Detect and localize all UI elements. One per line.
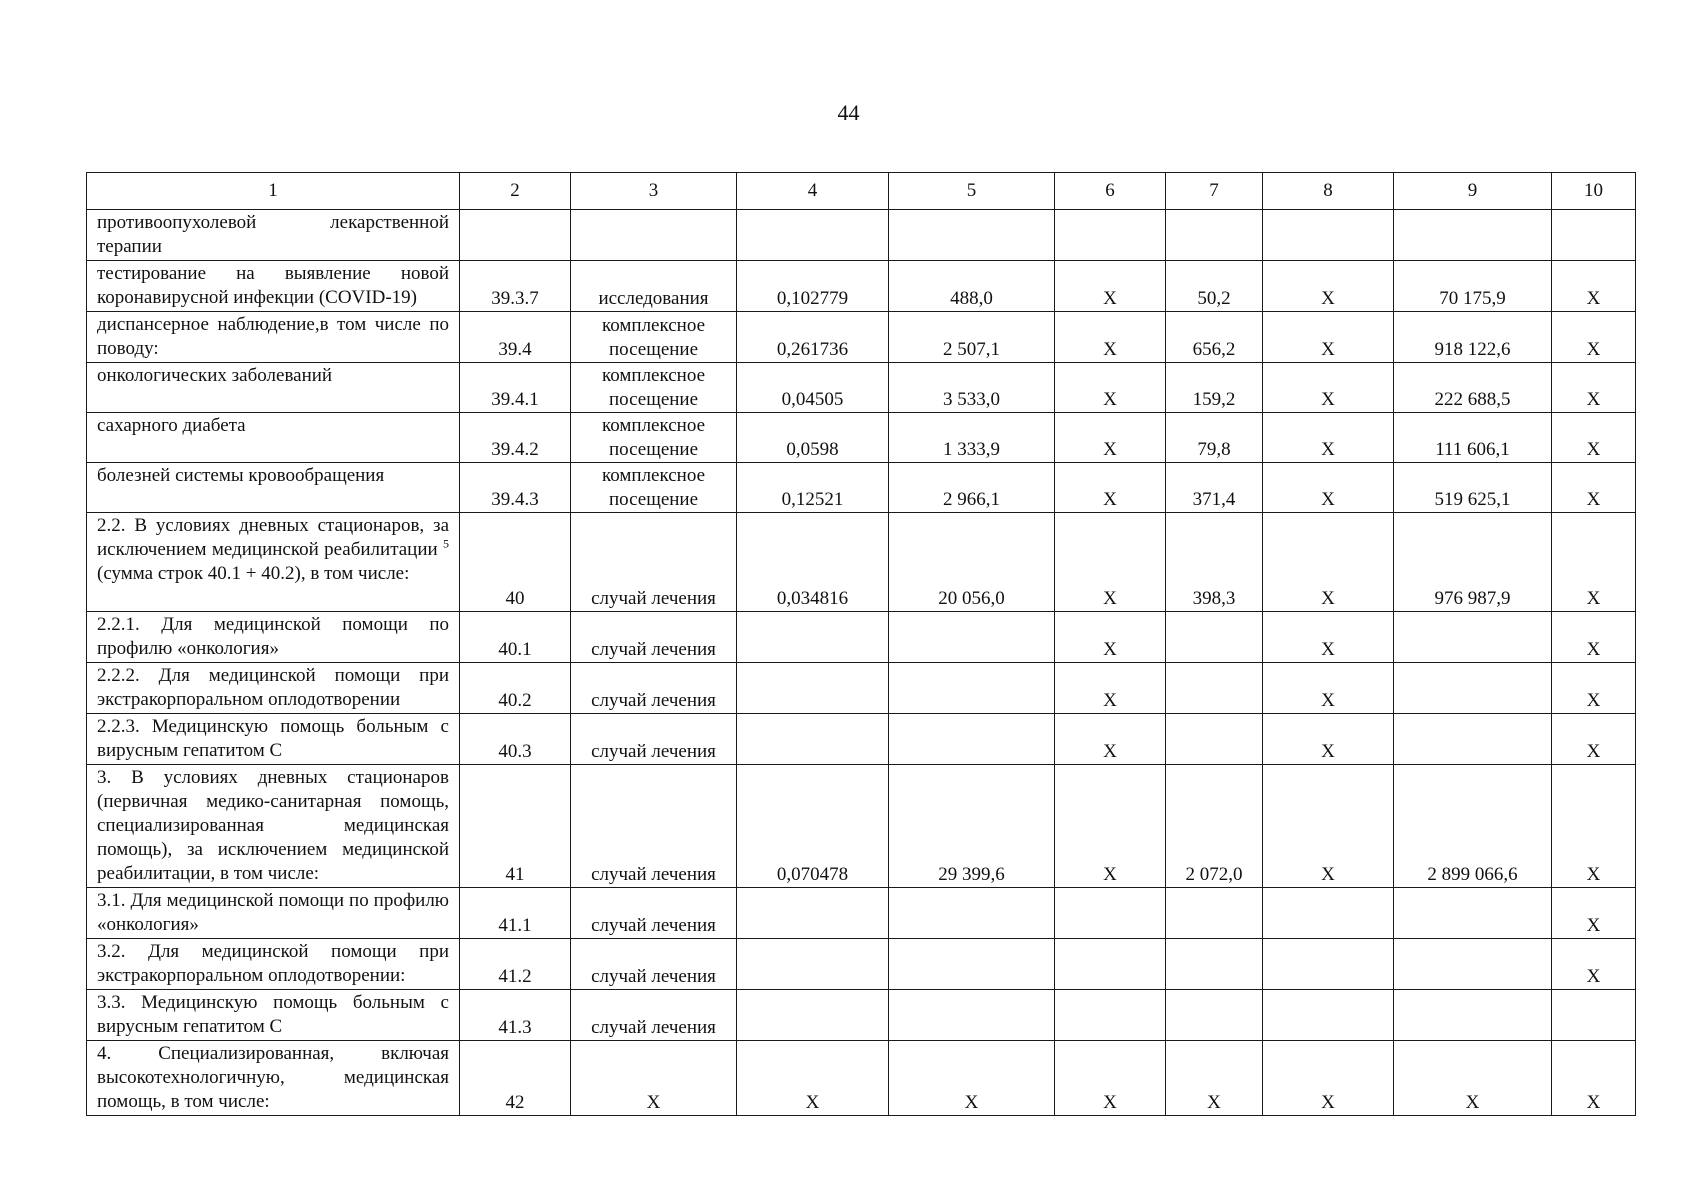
row-cell-8: Х bbox=[1263, 312, 1394, 363]
page-number: 44 bbox=[837, 100, 860, 125]
row-cell-7 bbox=[1166, 210, 1263, 261]
row-cell-8: Х bbox=[1263, 1041, 1394, 1116]
row-cell-4: 0,102779 bbox=[737, 261, 889, 312]
row-cell-4: 0,12521 bbox=[737, 463, 889, 513]
row-cell-8: Х bbox=[1263, 363, 1394, 413]
row-unit: случай лечения bbox=[571, 612, 737, 663]
header-cell-7: 7 bbox=[1166, 173, 1263, 210]
row-cell-6 bbox=[1055, 888, 1166, 939]
header-cell-4: 4 bbox=[737, 173, 889, 210]
row-cell-6: Х bbox=[1055, 663, 1166, 714]
row-unit: комплексное посещение bbox=[571, 413, 737, 463]
row-cell-4 bbox=[737, 714, 889, 765]
row-cell-6: Х bbox=[1055, 513, 1166, 612]
row-cell-9 bbox=[1394, 612, 1552, 663]
row-cell-7: 656,2 bbox=[1166, 312, 1263, 363]
row-cell-5 bbox=[889, 990, 1055, 1041]
row-cell-9: 976 987,9 bbox=[1394, 513, 1552, 612]
row-unit bbox=[571, 210, 737, 261]
row-name bbox=[87, 513, 460, 612]
row-cell-4 bbox=[737, 888, 889, 939]
row-cell-4: 0,04505 bbox=[737, 363, 889, 413]
row-name: 3. В условиях дневных стационаров (первичная медико-санитарная помощь, специализированная медицинская помощь), за исключением медицинской реабилитации, в том числе: bbox=[87, 765, 460, 888]
row-cell-4: 0,070478 bbox=[737, 765, 889, 888]
row-cell-6: Х bbox=[1055, 714, 1166, 765]
row-cell-5: 2 966,1 bbox=[889, 463, 1055, 513]
row-cell-6 bbox=[1055, 939, 1166, 990]
row-cell-8 bbox=[1263, 888, 1394, 939]
header-cell-3: 3 bbox=[571, 173, 737, 210]
row-cell-9: 519 625,1 bbox=[1394, 463, 1552, 513]
row-unit: случай лечения bbox=[571, 888, 737, 939]
row-name: болезней системы кровообращения bbox=[87, 463, 460, 513]
row-name: диспансерное наблюдение,в том числе по поводу: bbox=[87, 312, 460, 363]
table-row bbox=[87, 888, 1636, 939]
row-cell-8 bbox=[1263, 210, 1394, 261]
table-row bbox=[87, 210, 1636, 261]
row-name-text-cont: (сумма строк 40.1 + 40.2), в том числе: bbox=[97, 563, 410, 584]
row-cell-8: Х bbox=[1263, 261, 1394, 312]
table-row bbox=[87, 312, 1636, 363]
row-cell-7: 50,2 bbox=[1166, 261, 1263, 312]
row-name: онкологических заболеваний bbox=[87, 363, 460, 413]
table-row bbox=[87, 1041, 1636, 1116]
row-name: противоопухолевой лекарственной терапии bbox=[87, 210, 460, 261]
row-name: 3.1. Для медицинской помощи по профилю «онкология» bbox=[87, 888, 460, 939]
table-row bbox=[87, 463, 1636, 513]
table-row bbox=[87, 939, 1636, 990]
row-unit: Х bbox=[571, 1041, 737, 1116]
row-cell-7 bbox=[1166, 939, 1263, 990]
row-cell-7 bbox=[1166, 888, 1263, 939]
row-cell-8: Х bbox=[1263, 765, 1394, 888]
row-code: 40 bbox=[460, 513, 571, 612]
row-cell-4 bbox=[737, 612, 889, 663]
row-cell-5: 20 056,0 bbox=[889, 513, 1055, 612]
row-cell-10: Х bbox=[1552, 312, 1636, 363]
table-row bbox=[87, 513, 1636, 612]
row-cell-5 bbox=[889, 210, 1055, 261]
row-cell-9: 70 175,9 bbox=[1394, 261, 1552, 312]
row-cell-6: Х bbox=[1055, 612, 1166, 663]
table-row bbox=[87, 363, 1636, 413]
header-cell-1: 1 bbox=[87, 173, 460, 210]
table-row bbox=[87, 413, 1636, 463]
row-code: 40.1 bbox=[460, 612, 571, 663]
row-name-text: 2.2. В условиях дневных стационаров, за исключением медицинской реабилитации bbox=[97, 515, 449, 560]
row-code: 41.2 bbox=[460, 939, 571, 990]
row-unit: случай лечения bbox=[571, 765, 737, 888]
table-row bbox=[87, 765, 1636, 888]
header-cell-9: 9 bbox=[1394, 173, 1552, 210]
row-cell-5: Х bbox=[889, 1041, 1055, 1116]
row-code: 41.1 bbox=[460, 888, 571, 939]
row-cell-9 bbox=[1394, 714, 1552, 765]
header-cell-5: 5 bbox=[889, 173, 1055, 210]
header-cell-8: 8 bbox=[1263, 173, 1394, 210]
row-cell-10: Х bbox=[1552, 261, 1636, 312]
row-code: 41 bbox=[460, 765, 571, 888]
row-cell-8: Х bbox=[1263, 612, 1394, 663]
row-name: 2.2.2. Для медицинской помощи при экстракорпоральном оплодотворении bbox=[87, 663, 460, 714]
row-code: 40.3 bbox=[460, 714, 571, 765]
row-cell-9: 111 606,1 bbox=[1394, 413, 1552, 463]
row-cell-5 bbox=[889, 663, 1055, 714]
row-cell-6: Х bbox=[1055, 463, 1166, 513]
row-cell-7: Х bbox=[1166, 1041, 1263, 1116]
row-code: 39.4.2 bbox=[460, 413, 571, 463]
row-cell-9: 918 122,6 bbox=[1394, 312, 1552, 363]
row-cell-9 bbox=[1394, 990, 1552, 1041]
row-cell-7 bbox=[1166, 663, 1263, 714]
row-name: сахарного диабета bbox=[87, 413, 460, 463]
row-cell-8: Х bbox=[1263, 663, 1394, 714]
data-table bbox=[86, 172, 1636, 1116]
row-cell-7: 2 072,0 bbox=[1166, 765, 1263, 888]
header-cell-2: 2 bbox=[460, 173, 571, 210]
row-cell-8 bbox=[1263, 939, 1394, 990]
row-code: 40.2 bbox=[460, 663, 571, 714]
row-cell-9 bbox=[1394, 939, 1552, 990]
row-cell-10: Х bbox=[1552, 888, 1636, 939]
row-cell-10: Х bbox=[1552, 463, 1636, 513]
row-unit: случай лечения bbox=[571, 663, 737, 714]
row-unit: комплексное посещение bbox=[571, 363, 737, 413]
row-code: 42 bbox=[460, 1041, 571, 1116]
row-cell-4: 0,0598 bbox=[737, 413, 889, 463]
row-cell-8: Х bbox=[1263, 714, 1394, 765]
row-cell-10: Х bbox=[1552, 612, 1636, 663]
header-row bbox=[87, 173, 1636, 210]
row-name: 4. Специализированная, включая высокотехнологичную, медицинская помощь, в том числе: bbox=[87, 1041, 460, 1116]
row-cell-6 bbox=[1055, 990, 1166, 1041]
row-cell-10: Х bbox=[1552, 1041, 1636, 1116]
header-cell-10: 10 bbox=[1552, 173, 1636, 210]
row-name: тестирование на выявление новой коронавирусной инфекции (COVID-19) bbox=[87, 261, 460, 312]
row-cell-5 bbox=[889, 888, 1055, 939]
row-cell-4 bbox=[737, 990, 889, 1041]
row-cell-10: Х bbox=[1552, 939, 1636, 990]
row-unit: случай лечения bbox=[571, 990, 737, 1041]
row-unit: комплексное посещение bbox=[571, 312, 737, 363]
row-cell-7 bbox=[1166, 990, 1263, 1041]
row-cell-7 bbox=[1166, 612, 1263, 663]
row-cell-5 bbox=[889, 939, 1055, 990]
row-cell-9 bbox=[1394, 663, 1552, 714]
row-cell-7: 371,4 bbox=[1166, 463, 1263, 513]
row-cell-8: Х bbox=[1263, 513, 1394, 612]
row-cell-6: Х bbox=[1055, 363, 1166, 413]
row-cell-6: Х bbox=[1055, 1041, 1166, 1116]
row-code: 39.3.7 bbox=[460, 261, 571, 312]
row-cell-8: Х bbox=[1263, 463, 1394, 513]
row-cell-7: 398,3 bbox=[1166, 513, 1263, 612]
row-cell-10: Х bbox=[1552, 663, 1636, 714]
row-cell-7: 79,8 bbox=[1166, 413, 1263, 463]
row-cell-8 bbox=[1263, 990, 1394, 1041]
row-unit: исследования bbox=[571, 261, 737, 312]
row-code: 39.4 bbox=[460, 312, 571, 363]
row-cell-10: Х bbox=[1552, 513, 1636, 612]
row-cell-5: 29 399,6 bbox=[889, 765, 1055, 888]
row-name: 3.3. Медицинскую помощь больным с вирусным гепатитом С bbox=[87, 990, 460, 1041]
row-cell-4: Х bbox=[737, 1041, 889, 1116]
row-cell-10: Х bbox=[1552, 413, 1636, 463]
row-cell-6 bbox=[1055, 210, 1166, 261]
row-cell-6: Х bbox=[1055, 261, 1166, 312]
row-name: 2.2.3. Медицинскую помощь больным с вирусным гепатитом С bbox=[87, 714, 460, 765]
row-code: 39.4.3 bbox=[460, 463, 571, 513]
row-name: 3.2. Для медицинской помощи при экстракорпоральном оплодотворении: bbox=[87, 939, 460, 990]
row-cell-5 bbox=[889, 714, 1055, 765]
row-cell-6: Х bbox=[1055, 312, 1166, 363]
row-cell-10 bbox=[1552, 990, 1636, 1041]
row-cell-5: 3 533,0 bbox=[889, 363, 1055, 413]
row-cell-6: Х bbox=[1055, 765, 1166, 888]
row-unit: случай лечения bbox=[571, 939, 737, 990]
header-cell-6: 6 bbox=[1055, 173, 1166, 210]
row-cell-5: 2 507,1 bbox=[889, 312, 1055, 363]
row-cell-7 bbox=[1166, 714, 1263, 765]
table-row bbox=[87, 990, 1636, 1041]
row-cell-9: Х bbox=[1394, 1041, 1552, 1116]
table-row bbox=[87, 261, 1636, 312]
row-cell-10: Х bbox=[1552, 714, 1636, 765]
row-cell-4 bbox=[737, 210, 889, 261]
footnote-marker: 5 bbox=[443, 536, 449, 551]
row-cell-9: 2 899 066,6 bbox=[1394, 765, 1552, 888]
row-unit: комплексное посещение bbox=[571, 463, 737, 513]
table-row bbox=[87, 612, 1636, 663]
row-cell-4: 0,261736 bbox=[737, 312, 889, 363]
row-cell-10: Х bbox=[1552, 765, 1636, 888]
row-cell-4: 0,034816 bbox=[737, 513, 889, 612]
row-cell-7: 159,2 bbox=[1166, 363, 1263, 413]
row-cell-4 bbox=[737, 663, 889, 714]
row-cell-9 bbox=[1394, 888, 1552, 939]
row-cell-10 bbox=[1552, 210, 1636, 261]
row-cell-10: Х bbox=[1552, 363, 1636, 413]
row-cell-5: 488,0 bbox=[889, 261, 1055, 312]
row-cell-4 bbox=[737, 939, 889, 990]
row-cell-8: Х bbox=[1263, 413, 1394, 463]
row-name: 2.2.1. Для медицинской помощи по профилю «онкология» bbox=[87, 612, 460, 663]
table-row bbox=[87, 663, 1636, 714]
row-code: 41.3 bbox=[460, 990, 571, 1041]
row-unit: случай лечения bbox=[571, 714, 737, 765]
row-code bbox=[460, 210, 571, 261]
row-cell-6: Х bbox=[1055, 413, 1166, 463]
row-cell-9 bbox=[1394, 210, 1552, 261]
row-cell-5: 1 333,9 bbox=[889, 413, 1055, 463]
row-cell-9: 222 688,5 bbox=[1394, 363, 1552, 413]
table-row bbox=[87, 714, 1636, 765]
row-code: 39.4.1 bbox=[460, 363, 571, 413]
row-cell-5 bbox=[889, 612, 1055, 663]
row-unit: случай лечения bbox=[571, 513, 737, 612]
